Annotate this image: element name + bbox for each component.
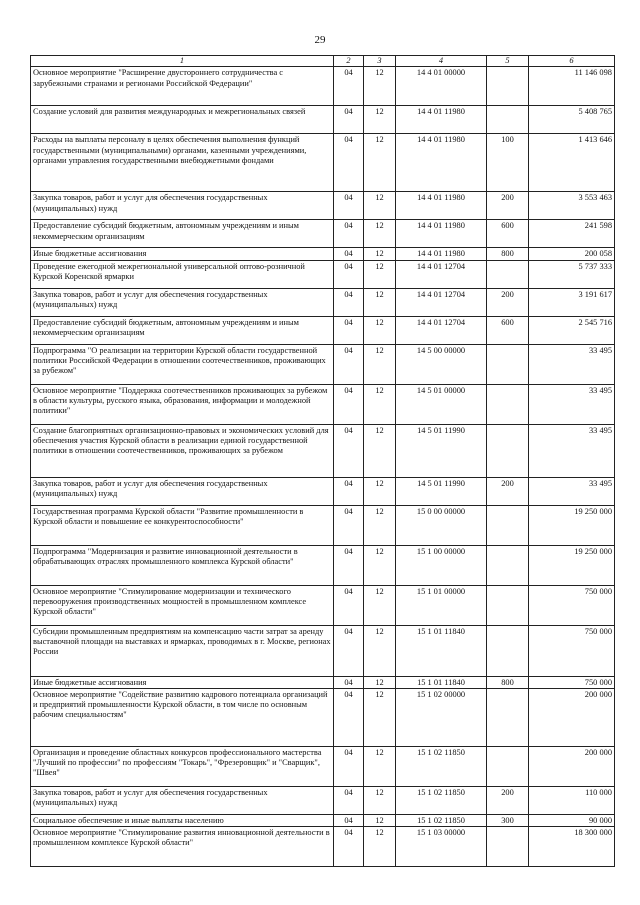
row-target-code: 15 1 03 00000	[396, 827, 487, 867]
table-row	[31, 192, 615, 220]
row-amount: 200 000	[529, 688, 615, 746]
row-name: Закупка товаров, работ и услуг для обеспечения государственных (муниципальных) нужд	[31, 288, 334, 316]
row-target-code: 15 1 02 11850	[396, 786, 487, 814]
row-subsection: 12	[364, 688, 396, 746]
row-amount: 750 000	[529, 585, 615, 625]
row-section: 04	[334, 676, 364, 688]
row-name: Создание условий для развития международных и межрегиональных связей	[31, 106, 334, 134]
row-amount: 200 000	[529, 746, 615, 786]
row-amount: 750 000	[529, 676, 615, 688]
row-target-code: 14 5 00 00000	[396, 344, 487, 384]
row-name: Закупка товаров, работ и услуг для обеспечения государственных (муниципальных) нужд	[31, 477, 334, 505]
row-subsection: 12	[364, 625, 396, 676]
row-amount: 200 058	[529, 248, 615, 260]
row-name: Иные бюджетные ассигнования	[31, 248, 334, 260]
row-section: 04	[334, 827, 364, 867]
table-header-row	[31, 56, 615, 67]
row-section: 04	[334, 248, 364, 260]
row-subsection: 12	[364, 384, 396, 424]
row-section: 04	[334, 786, 364, 814]
row-subsection: 12	[364, 260, 396, 288]
row-target-code: 14 4 01 11980	[396, 106, 487, 134]
table-row	[31, 316, 615, 344]
row-section: 04	[334, 477, 364, 505]
row-expense-type: 100	[487, 134, 529, 192]
column-header-5: 5	[487, 56, 529, 67]
row-section: 04	[334, 384, 364, 424]
row-name: Субсидии промышленным предприятиям на компенсацию части затрат за аренду выставочной площади на выставках и ярмарках, проводимых в г. Москве, регионах России	[31, 625, 334, 676]
row-target-code: 15 0 00 00000	[396, 505, 487, 545]
row-subsection: 12	[364, 192, 396, 220]
row-section: 04	[334, 316, 364, 344]
row-expense-type: 800	[487, 248, 529, 260]
row-subsection: 12	[364, 827, 396, 867]
table-row	[31, 106, 615, 134]
row-subsection: 12	[364, 505, 396, 545]
table-row	[31, 288, 615, 316]
row-expense-type	[487, 505, 529, 545]
row-section: 04	[334, 67, 364, 106]
table-row	[31, 134, 615, 192]
row-subsection: 12	[364, 220, 396, 248]
row-expense-type: 300	[487, 814, 529, 826]
table-row	[31, 688, 615, 746]
row-name: Государственная программа Курской области "Развитие промышленности в Курской области и повышение ее конкурентоспособности"	[31, 505, 334, 545]
budget-table	[30, 55, 615, 867]
row-amount: 5 737 333	[529, 260, 615, 288]
row-section: 04	[334, 288, 364, 316]
row-name: Основное мероприятие "Расширение двустороннего сотрудничества с зарубежными странами и регионами Российской Федерации"	[31, 67, 334, 106]
row-amount: 19 250 000	[529, 545, 615, 585]
row-name: Основное мероприятие "Содействие развитию кадрового потенциала организаций и предприятий промышленности Курской области, в том числе по основным рабочим специальностям"	[31, 688, 334, 746]
row-name: Подпрограмма "О реализации на территории Курской области государственной политики Российской Федерации в отношении соотечественников, проживающих за рубежом"	[31, 344, 334, 384]
row-expense-type	[487, 625, 529, 676]
row-amount: 2 545 716	[529, 316, 615, 344]
row-expense-type	[487, 384, 529, 424]
table-row	[31, 248, 615, 260]
row-section: 04	[334, 585, 364, 625]
row-amount: 33 495	[529, 384, 615, 424]
row-expense-type	[487, 585, 529, 625]
row-section: 04	[334, 134, 364, 192]
row-target-code: 14 4 01 12704	[396, 260, 487, 288]
row-subsection: 12	[364, 106, 396, 134]
row-amount: 5 408 765	[529, 106, 615, 134]
row-target-code: 14 4 01 11980	[396, 248, 487, 260]
row-section: 04	[334, 746, 364, 786]
row-subsection: 12	[364, 67, 396, 106]
row-amount: 3 191 617	[529, 288, 615, 316]
table-row	[31, 786, 615, 814]
row-name: Организация и проведение областных конкурсов профессионального мастерства "Лучший по профессии" по профессиям "Токарь", "Фрезеровщик" и "Сварщик", "Швея"	[31, 746, 334, 786]
row-amount: 90 000	[529, 814, 615, 826]
row-amount: 750 000	[529, 625, 615, 676]
row-expense-type	[487, 827, 529, 867]
row-target-code: 15 1 01 11840	[396, 676, 487, 688]
row-amount: 3 553 463	[529, 192, 615, 220]
row-section: 04	[334, 220, 364, 248]
row-section: 04	[334, 814, 364, 826]
column-header-2: 2	[334, 56, 364, 67]
row-target-code: 14 5 01 11990	[396, 424, 487, 477]
table-row	[31, 260, 615, 288]
row-name: Предоставление субсидий бюджетным, автономным учреждениям и иным некоммерческим организациям	[31, 316, 334, 344]
column-header-3: 3	[364, 56, 396, 67]
row-expense-type	[487, 106, 529, 134]
table-row	[31, 746, 615, 786]
row-amount: 33 495	[529, 424, 615, 477]
row-target-code: 14 5 01 00000	[396, 384, 487, 424]
row-target-code: 14 4 01 11980	[396, 134, 487, 192]
row-subsection: 12	[364, 814, 396, 826]
row-expense-type	[487, 67, 529, 106]
row-section: 04	[334, 424, 364, 477]
row-amount: 33 495	[529, 344, 615, 384]
table-row	[31, 384, 615, 424]
row-amount: 241 598	[529, 220, 615, 248]
row-expense-type	[487, 424, 529, 477]
page-number: 29	[314, 34, 326, 46]
table-row	[31, 505, 615, 545]
row-name: Социальное обеспечение и иные выплаты населению	[31, 814, 334, 826]
table-row	[31, 424, 615, 477]
row-target-code: 15 1 01 11840	[396, 625, 487, 676]
row-target-code: 14 4 01 12704	[396, 288, 487, 316]
row-subsection: 12	[364, 746, 396, 786]
row-target-code: 15 1 01 00000	[396, 585, 487, 625]
row-amount: 18 300 000	[529, 827, 615, 867]
row-subsection: 12	[364, 316, 396, 344]
row-amount: 11 146 098	[529, 67, 615, 106]
row-name: Основное мероприятие "Стимулирование модернизации и технического перевооружения производственных мощностей в промышленном комплексе Курской области"	[31, 585, 334, 625]
row-section: 04	[334, 344, 364, 384]
row-name: Подпрограмма "Модернизация и развитие инновационной деятельности в обрабатывающих отраслях промышленного комплекса Курской области"	[31, 545, 334, 585]
row-section: 04	[334, 545, 364, 585]
row-target-code: 15 1 02 00000	[396, 688, 487, 746]
row-expense-type: 200	[487, 477, 529, 505]
row-subsection: 12	[364, 344, 396, 384]
row-target-code: 15 1 02 11850	[396, 814, 487, 826]
table-row	[31, 344, 615, 384]
row-name: Основное мероприятие "Стимулирование развития инновационной деятельности в промышленном комплексе Курской области"	[31, 827, 334, 867]
row-name: Иные бюджетные ассигнования	[31, 676, 334, 688]
row-section: 04	[334, 505, 364, 545]
row-target-code: 15 1 02 11850	[396, 746, 487, 786]
row-section: 04	[334, 688, 364, 746]
row-name: Закупка товаров, работ и услуг для обеспечения государственных (муниципальных) нужд	[31, 192, 334, 220]
row-name: Расходы на выплаты персоналу в целях обеспечения выполнения функций государственными (муниципальными) органами, казенными учреждениями, органами управления государственными внебюджетными фондами	[31, 134, 334, 192]
column-header-6: 6	[529, 56, 615, 67]
row-expense-type: 200	[487, 192, 529, 220]
row-subsection: 12	[364, 786, 396, 814]
row-name: Создание благоприятных организационно-правовых и экономических условий для обеспечения участия Курской области в реализации единой государственной политики в отношении соотечественников, проживающих за рубежом	[31, 424, 334, 477]
row-expense-type	[487, 545, 529, 585]
row-expense-type	[487, 688, 529, 746]
table-row	[31, 814, 615, 826]
row-name: Закупка товаров, работ и услуг для обеспечения государственных (муниципальных) нужд	[31, 786, 334, 814]
row-name: Проведение ежегодной межрегиональной универсальной оптово-розничной Курской Коренской ярмарки	[31, 260, 334, 288]
row-name: Основное мероприятие "Поддержка соотечественников проживающих за рубежом в области культуры, русского языка, образования, информации и молодежной политики"	[31, 384, 334, 424]
row-target-code: 15 1 00 00000	[396, 545, 487, 585]
row-subsection: 12	[364, 424, 396, 477]
row-target-code: 14 4 01 11980	[396, 192, 487, 220]
row-target-code: 14 4 01 12704	[396, 316, 487, 344]
row-section: 04	[334, 106, 364, 134]
row-amount: 19 250 000	[529, 505, 615, 545]
table-row	[31, 220, 615, 248]
row-subsection: 12	[364, 248, 396, 260]
table-row	[31, 676, 615, 688]
column-header-1: 1	[31, 56, 334, 67]
row-subsection: 12	[364, 676, 396, 688]
table-row	[31, 477, 615, 505]
table-row	[31, 545, 615, 585]
row-section: 04	[334, 625, 364, 676]
row-expense-type: 600	[487, 220, 529, 248]
row-amount: 33 495	[529, 477, 615, 505]
row-name: Предоставление субсидий бюджетным, автономным учреждениям и иным некоммерческим организациям	[31, 220, 334, 248]
row-section: 04	[334, 260, 364, 288]
row-target-code: 14 4 01 00000	[396, 67, 487, 106]
row-section: 04	[334, 192, 364, 220]
row-expense-type: 200	[487, 786, 529, 814]
table-row	[31, 585, 615, 625]
row-target-code: 14 4 01 11980	[396, 220, 487, 248]
row-expense-type: 600	[487, 316, 529, 344]
table-row	[31, 827, 615, 867]
row-subsection: 12	[364, 134, 396, 192]
table-row	[31, 67, 615, 106]
table-row	[31, 625, 615, 676]
row-amount: 110 000	[529, 786, 615, 814]
row-expense-type	[487, 344, 529, 384]
row-expense-type: 200	[487, 288, 529, 316]
row-subsection: 12	[364, 288, 396, 316]
row-expense-type	[487, 260, 529, 288]
row-amount: 1 413 646	[529, 134, 615, 192]
row-expense-type	[487, 746, 529, 786]
row-subsection: 12	[364, 585, 396, 625]
row-target-code: 14 5 01 11990	[396, 477, 487, 505]
row-subsection: 12	[364, 477, 396, 505]
row-expense-type: 800	[487, 676, 529, 688]
row-subsection: 12	[364, 545, 396, 585]
column-header-4: 4	[396, 56, 487, 67]
